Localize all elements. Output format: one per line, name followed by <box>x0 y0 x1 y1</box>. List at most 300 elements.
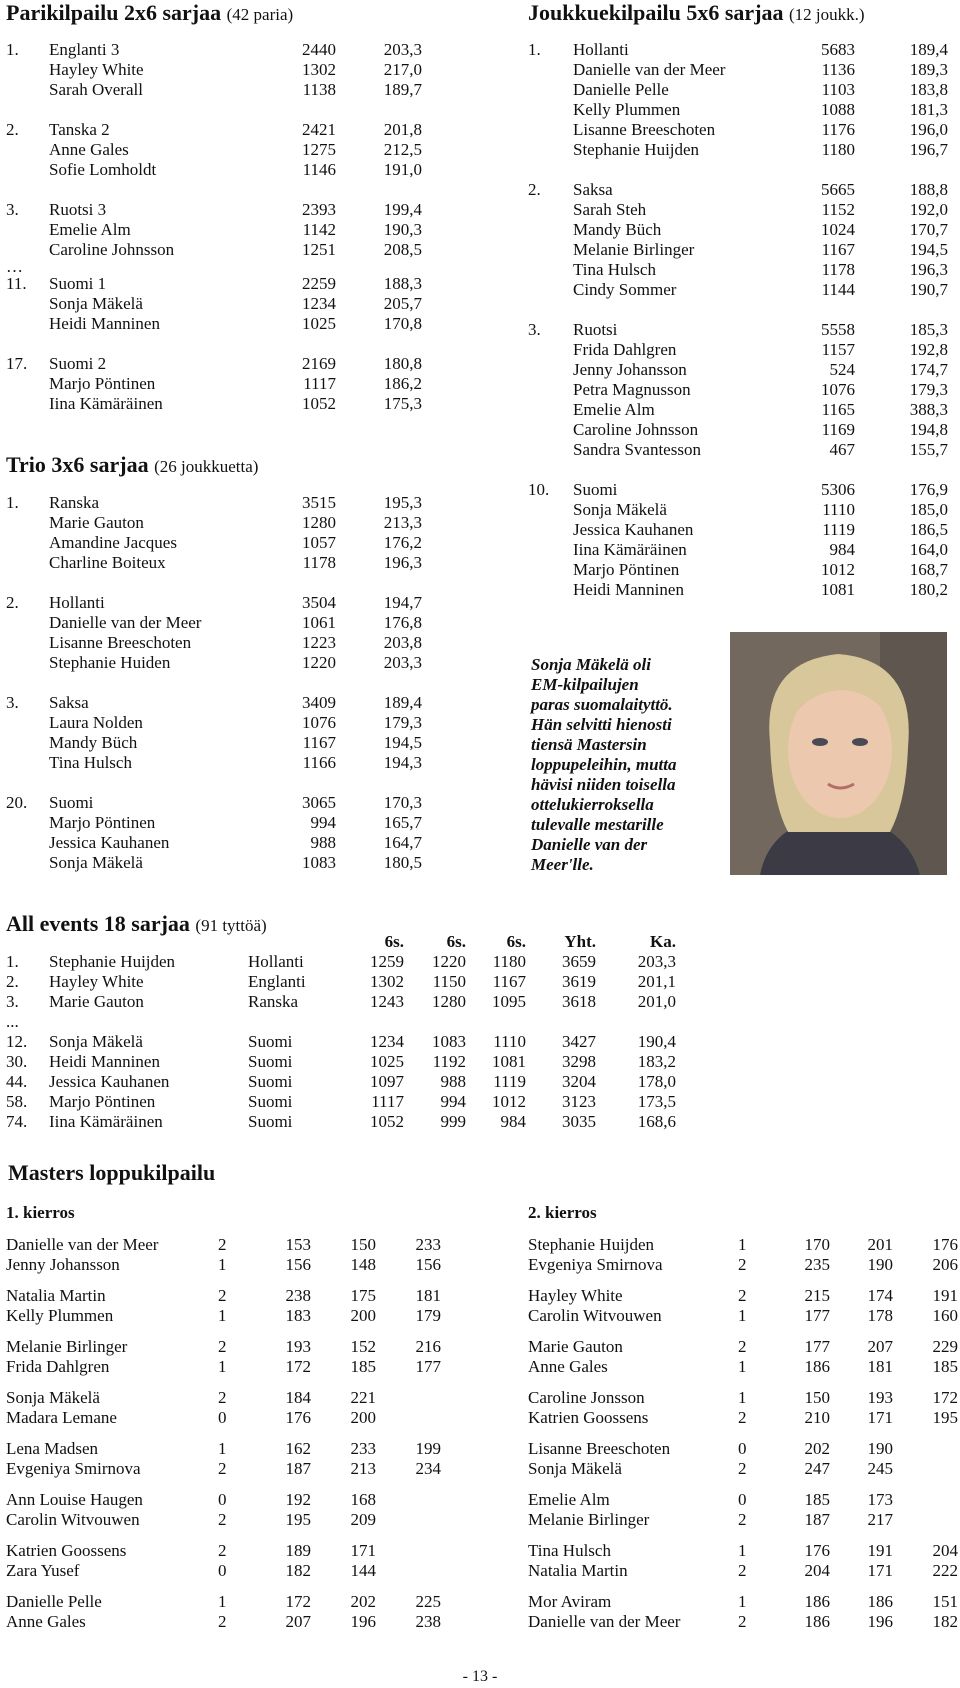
game-2: 200 <box>350 1408 376 1427</box>
player-row <box>6 553 426 573</box>
player-total: 1061 <box>302 613 336 632</box>
player-name: Mandy Büch <box>573 220 662 239</box>
match-player-row <box>528 1510 958 1530</box>
player-row <box>528 340 948 360</box>
player-total: 1025 <box>302 314 336 333</box>
game-1: 172 <box>285 1357 311 1376</box>
allevents-title-text: All events 18 sarjaa <box>6 911 190 936</box>
team-total: 5306 <box>821 480 855 499</box>
team-list <box>528 40 948 600</box>
score-total: 3619 <box>562 972 596 991</box>
player-name: Lena Madsen <box>6 1439 99 1458</box>
allevents-row <box>6 1092 706 1112</box>
score-s3: 984 <box>500 1112 526 1131</box>
player-name: Carolin Witvouwen <box>6 1510 140 1529</box>
player-name: Marie Gauton <box>528 1337 623 1356</box>
match-player-row <box>6 1510 446 1530</box>
score-total: 3618 <box>562 992 596 1011</box>
player-name: Kelly Plummen <box>573 100 681 119</box>
match-points: 2 <box>218 1388 227 1407</box>
game-3: 234 <box>415 1459 441 1478</box>
player-name: Anne Gales <box>6 1612 86 1631</box>
country: Suomi <box>248 1072 293 1091</box>
spacer <box>6 1581 446 1592</box>
score-s2: 1192 <box>432 1052 466 1071</box>
match-player-row <box>528 1541 958 1561</box>
player-name: Iina Kämäräinen <box>49 1112 163 1131</box>
trio-title-text: Trio 3x6 sarjaa <box>6 452 149 477</box>
team-total: 2421 <box>302 120 336 139</box>
page-number: - 13 - <box>462 1668 498 1685</box>
player-avg: 203,3 <box>383 653 422 672</box>
game-3: 176 <box>932 1235 958 1254</box>
game-2: 209 <box>350 1510 376 1529</box>
match-points: 0 <box>738 1439 747 1458</box>
player-total: 984 <box>829 540 855 559</box>
score-s2: 1150 <box>432 972 466 991</box>
player-name: Sonja Mäkelä <box>49 853 143 872</box>
match-player-row <box>528 1439 958 1459</box>
player-total: 1057 <box>302 533 336 552</box>
player-row <box>528 500 948 520</box>
spacer <box>6 180 426 200</box>
player-row <box>6 80 426 100</box>
rank: 3. <box>528 320 541 339</box>
player-total: 1119 <box>822 520 855 539</box>
player-name: Carolin Witvouwen <box>528 1306 662 1325</box>
game-1: 150 <box>804 1388 830 1407</box>
match-player-row <box>6 1388 446 1408</box>
match-player-row <box>6 1306 446 1326</box>
spacer <box>528 1326 958 1337</box>
player-total: 1280 <box>302 513 336 532</box>
rank: 2. <box>528 180 541 199</box>
game-3: 204 <box>932 1541 958 1560</box>
match-points: 2 <box>218 1510 227 1529</box>
player-name: Danielle van der Meer <box>528 1612 681 1631</box>
game-1: 176 <box>804 1541 830 1560</box>
game-3: 172 <box>932 1388 958 1407</box>
portrait-photo-icon <box>730 632 947 875</box>
score-s1: 1302 <box>370 972 404 991</box>
game-2: 221 <box>350 1388 376 1407</box>
team-avg: 188,8 <box>909 180 948 199</box>
player-avg: 190,3 <box>383 220 422 239</box>
rank: 11. <box>6 274 27 293</box>
player-name: Anne Gales <box>49 140 129 159</box>
player-name: Jessica Kauhanen <box>49 833 170 852</box>
game-2: 178 <box>867 1306 893 1325</box>
player-total: 1052 <box>302 394 336 413</box>
game-2: 181 <box>867 1357 893 1376</box>
match-points: 2 <box>738 1612 747 1631</box>
player-row <box>528 560 948 580</box>
team-avg: 188,3 <box>383 274 422 293</box>
caption-line: Danielle van der <box>531 835 648 854</box>
match-points: 0 <box>218 1408 227 1427</box>
player-total: 1117 <box>303 374 336 393</box>
match-player-row <box>6 1561 446 1581</box>
score-s1: 1025 <box>370 1052 404 1071</box>
player-name: Laura Nolden <box>49 713 143 732</box>
caption-line: Meer'lle. <box>531 855 594 874</box>
match-points: 2 <box>738 1286 747 1305</box>
game-2: 186 <box>867 1592 893 1611</box>
game-1: 176 <box>285 1408 311 1427</box>
player-row <box>6 853 426 873</box>
player-name: Lisanne Breeschoten <box>528 1439 671 1458</box>
player-name: Emelie Alm <box>573 400 655 419</box>
player-row <box>6 160 426 180</box>
player-total: 1169 <box>821 420 855 439</box>
player-total: 1103 <box>821 80 855 99</box>
player-avg: 205,7 <box>383 294 422 313</box>
player-name: Hayley White <box>528 1286 623 1305</box>
player-row <box>528 520 948 540</box>
match-points: 0 <box>218 1561 227 1580</box>
player-row <box>6 633 426 653</box>
rank: 2. <box>6 972 19 991</box>
player-row <box>6 533 426 553</box>
score-s3: 1167 <box>492 972 526 991</box>
allevents-row <box>6 1112 706 1132</box>
game-3: 233 <box>415 1235 441 1254</box>
team-title <box>528 0 865 26</box>
game-1: 172 <box>285 1592 311 1611</box>
game-1: 177 <box>804 1337 830 1356</box>
spacer <box>528 1275 958 1286</box>
game-2: 202 <box>350 1592 376 1611</box>
game-2: 245 <box>867 1459 893 1478</box>
team-row <box>528 180 948 200</box>
score-total: 3123 <box>562 1092 596 1111</box>
game-1: 182 <box>285 1561 311 1580</box>
team-avg: 201,8 <box>383 120 422 139</box>
player-avg: 196,0 <box>909 120 948 139</box>
spacer <box>528 1428 958 1439</box>
score-s2: 1083 <box>432 1032 466 1051</box>
player-avg: 175,3 <box>383 394 422 413</box>
player-avg: 176,8 <box>383 613 422 632</box>
player-row <box>6 220 426 240</box>
spacer <box>6 773 426 793</box>
match-points: 1 <box>738 1541 747 1560</box>
team-name: Suomi 2 <box>49 354 107 373</box>
player-total: 1220 <box>302 653 336 672</box>
player-avg: 179,3 <box>909 380 948 399</box>
team-total: 5665 <box>821 180 855 199</box>
player-name: Stephanie Huijden <box>573 140 700 159</box>
team-avg: 189,4 <box>383 693 422 712</box>
pairs-title-text: Parikilpailu 2x6 sarjaa <box>6 0 222 25</box>
score-s3: 1095 <box>492 992 526 1011</box>
game-2: 173 <box>867 1490 893 1509</box>
country: Hollanti <box>248 952 304 971</box>
score-s3: 1110 <box>493 1032 526 1051</box>
player-row <box>6 374 426 394</box>
caption-line: tulevalle mestarille <box>531 815 664 834</box>
player-avg: 183,8 <box>909 80 948 99</box>
player-name: Melanie Birlinger <box>573 240 695 259</box>
game-2: 233 <box>350 1439 376 1458</box>
game-3: 225 <box>415 1592 441 1611</box>
player-name: Ann Louise Haugen <box>6 1490 143 1509</box>
player-avg: 180,2 <box>909 580 948 599</box>
player-avg: 170,8 <box>383 314 422 333</box>
player-name: Charline Boiteux <box>49 553 166 572</box>
allevents-subtitle: (91 tyttöä) <box>195 916 267 935</box>
player-name: Jenny Johansson <box>6 1255 120 1274</box>
game-1: 184 <box>285 1388 311 1407</box>
column-header: 6s. <box>506 932 526 951</box>
game-1: 207 <box>285 1612 311 1631</box>
player-name: Natalia Martin <box>528 1561 628 1580</box>
player-name: Lisanne Breeschoten <box>573 120 716 139</box>
game-3: 216 <box>415 1337 441 1356</box>
match-player-row <box>6 1439 446 1459</box>
score-avg: 201,0 <box>637 992 676 1011</box>
column-header: 6s. <box>446 932 466 951</box>
player-name: Marjo Pöntinen <box>573 560 680 579</box>
match-points: 1 <box>738 1388 747 1407</box>
player-name: Danielle Pelle <box>6 1592 102 1611</box>
spacer <box>6 573 426 593</box>
team-total: 3409 <box>302 693 336 712</box>
match-points: 1 <box>218 1357 227 1376</box>
game-3: 181 <box>415 1286 441 1305</box>
player-name: Sarah Steh <box>573 200 647 219</box>
match-points: 2 <box>218 1235 227 1254</box>
score-s1: 1243 <box>370 992 404 1011</box>
match-points: 1 <box>738 1235 747 1254</box>
game-3: 156 <box>415 1255 441 1274</box>
game-2: 207 <box>867 1337 893 1356</box>
player-avg: 179,3 <box>383 713 422 732</box>
player-avg: 194,5 <box>909 240 948 259</box>
player-name: Caroline Johnsson <box>573 420 699 439</box>
player-name: Tina Hulsch <box>49 753 132 772</box>
player-total: 1167 <box>302 733 336 752</box>
country: Suomi <box>248 1112 293 1131</box>
player-name: Danielle Pelle <box>573 80 669 99</box>
team-title-text: Joukkuekilpailu 5x6 sarjaa <box>528 0 784 25</box>
match-points: 2 <box>738 1337 747 1356</box>
player-total: 1146 <box>302 160 336 179</box>
player-avg: 192,8 <box>909 340 948 359</box>
rank: 1. <box>6 952 19 971</box>
player-avg: 191,0 <box>383 160 422 179</box>
game-2: 171 <box>350 1541 376 1560</box>
rank: 10. <box>528 480 550 499</box>
team-total: 3515 <box>302 493 336 512</box>
allevents-header <box>6 932 706 952</box>
player-avg: 185,0 <box>909 500 948 519</box>
team-name: Ruotsi 3 <box>49 200 107 219</box>
rank: 3. <box>6 200 19 219</box>
player-row <box>528 280 948 300</box>
trio-list <box>6 493 426 873</box>
country: Suomi <box>248 1052 293 1071</box>
player-avg: 388,3 <box>909 400 948 419</box>
player-avg: 164,0 <box>909 540 948 559</box>
player-total: 1165 <box>821 400 855 419</box>
player-avg: 165,7 <box>383 813 422 832</box>
player-row <box>528 380 948 400</box>
score-s3: 1012 <box>492 1092 526 1111</box>
player-name: Anne Gales <box>528 1357 608 1376</box>
column-header: Ka. <box>650 932 676 951</box>
game-2: 190 <box>867 1439 893 1458</box>
team-name: Ranska <box>49 493 100 512</box>
player-total: 1223 <box>302 633 336 652</box>
score-total: 3298 <box>562 1052 596 1071</box>
country: Suomi <box>248 1092 293 1111</box>
player-name: Caroline Johnsson <box>49 240 175 259</box>
team-avg: 203,3 <box>383 40 422 59</box>
match-player-row <box>6 1255 446 1275</box>
player-name: Jessica Kauhanen <box>573 520 694 539</box>
player-total: 467 <box>829 440 855 459</box>
spacer <box>6 100 426 120</box>
column-header: Yht. <box>564 932 596 951</box>
round2-title: 2. kierros <box>528 1203 597 1222</box>
player-name: Lisanne Breeschoten <box>49 633 192 652</box>
team-name: Englanti 3 <box>49 40 120 59</box>
player-total: 1024 <box>821 220 855 239</box>
player-row <box>528 360 948 380</box>
score-s1: 1052 <box>370 1112 404 1131</box>
player-row <box>6 813 426 833</box>
player-avg: 189,3 <box>909 60 948 79</box>
player-total: 1136 <box>821 60 855 79</box>
game-2: 175 <box>350 1286 376 1305</box>
player-name: Evgeniya Smirnova <box>6 1459 141 1478</box>
team-name: Hollanti <box>49 593 105 612</box>
team-name: Tanska 2 <box>49 120 110 139</box>
player-total: 1166 <box>302 753 336 772</box>
column-header: 6s. <box>384 932 404 951</box>
player-row <box>6 394 426 414</box>
team-name: Hollanti <box>573 40 629 59</box>
team-avg: 176,9 <box>909 480 948 499</box>
score-total: 3204 <box>562 1072 596 1091</box>
player-name: Marjo Pöntinen <box>49 1092 156 1111</box>
trio-title <box>6 452 258 478</box>
match-points: 2 <box>218 1541 227 1560</box>
player-name: Tina Hulsch <box>573 260 656 279</box>
spacer <box>6 1326 446 1337</box>
game-1: 193 <box>285 1337 311 1356</box>
rank: 1. <box>528 40 541 59</box>
allevents-row <box>6 972 706 992</box>
game-3: 160 <box>932 1306 958 1325</box>
player-name: Stephanie Huijden <box>49 952 176 971</box>
player-total: 1234 <box>302 294 336 313</box>
rank: 12. <box>6 1032 28 1051</box>
player-name: Melanie Birlinger <box>6 1337 128 1356</box>
round1-title: 1. kierros <box>6 1203 75 1222</box>
caption-line: EM-kilpailujen <box>531 675 639 694</box>
country: Ranska <box>248 992 299 1011</box>
match-points: 0 <box>218 1490 227 1509</box>
game-3: 179 <box>415 1306 441 1325</box>
match-points: 1 <box>218 1592 227 1611</box>
allevents-row <box>6 992 706 1012</box>
match-player-row <box>6 1490 446 1510</box>
caption-line: paras suomalaityttö. <box>531 695 673 714</box>
game-3: 191 <box>932 1286 958 1305</box>
score-avg: 168,6 <box>637 1112 676 1131</box>
player-row <box>528 60 948 80</box>
team-name: Saksa <box>573 180 613 199</box>
player-row <box>528 140 948 160</box>
masters-title-text: Masters loppukilpailu <box>8 1160 216 1185</box>
match-player-row <box>528 1561 958 1581</box>
team-subtitle: (12 joukk.) <box>789 5 865 24</box>
game-3: 182 <box>932 1612 958 1631</box>
player-name: Tina Hulsch <box>528 1541 611 1560</box>
game-2: 191 <box>867 1541 893 1560</box>
game-1: 189 <box>285 1541 311 1560</box>
player-name: Danielle van der Meer <box>49 613 202 632</box>
player-avg: 213,3 <box>383 513 422 532</box>
player-total: 1083 <box>302 853 336 872</box>
player-avg: 194,8 <box>909 420 948 439</box>
match-player-row <box>6 1337 446 1357</box>
match-points: 2 <box>218 1459 227 1478</box>
player-name: Heidi Manninen <box>49 1052 160 1071</box>
match-player-row <box>6 1408 446 1428</box>
caption-line: Sonja Mäkelä oli <box>531 655 651 674</box>
team-avg: 199,4 <box>383 200 422 219</box>
match-player-row <box>528 1388 958 1408</box>
player-avg: 192,0 <box>909 200 948 219</box>
score-s2: 1280 <box>432 992 466 1011</box>
player-total: 1088 <box>821 100 855 119</box>
game-1: 185 <box>804 1490 830 1509</box>
player-avg: 180,5 <box>383 853 422 872</box>
player-row <box>528 540 948 560</box>
game-3: 177 <box>415 1357 441 1376</box>
team-row <box>528 480 948 500</box>
team-name: Saksa <box>49 693 89 712</box>
spacer <box>528 1377 958 1388</box>
game-1: 186 <box>804 1357 830 1376</box>
game-1: 156 <box>285 1255 311 1274</box>
player-name: Caroline Jonsson <box>528 1388 645 1407</box>
player-name: Sonja Mäkelä <box>573 500 667 519</box>
player-avg: 203,8 <box>383 633 422 652</box>
rank: 20. <box>6 793 28 812</box>
team-total: 5683 <box>821 40 855 59</box>
team-row <box>6 274 426 294</box>
game-1: 183 <box>285 1306 311 1325</box>
game-1: 195 <box>285 1510 311 1529</box>
player-total: 1138 <box>302 80 336 99</box>
team-total: 5558 <box>821 320 855 339</box>
spacer <box>528 160 948 180</box>
player-row <box>6 613 426 633</box>
match-points: 2 <box>218 1612 227 1631</box>
game-2: 148 <box>350 1255 376 1274</box>
game-2: 193 <box>867 1388 893 1407</box>
spacer <box>528 1530 958 1541</box>
player-name: Sonja Mäkelä <box>6 1388 100 1407</box>
pairs-title <box>6 0 293 26</box>
team-row <box>6 120 426 140</box>
team-row <box>528 40 948 60</box>
allevents-table <box>6 932 706 1132</box>
